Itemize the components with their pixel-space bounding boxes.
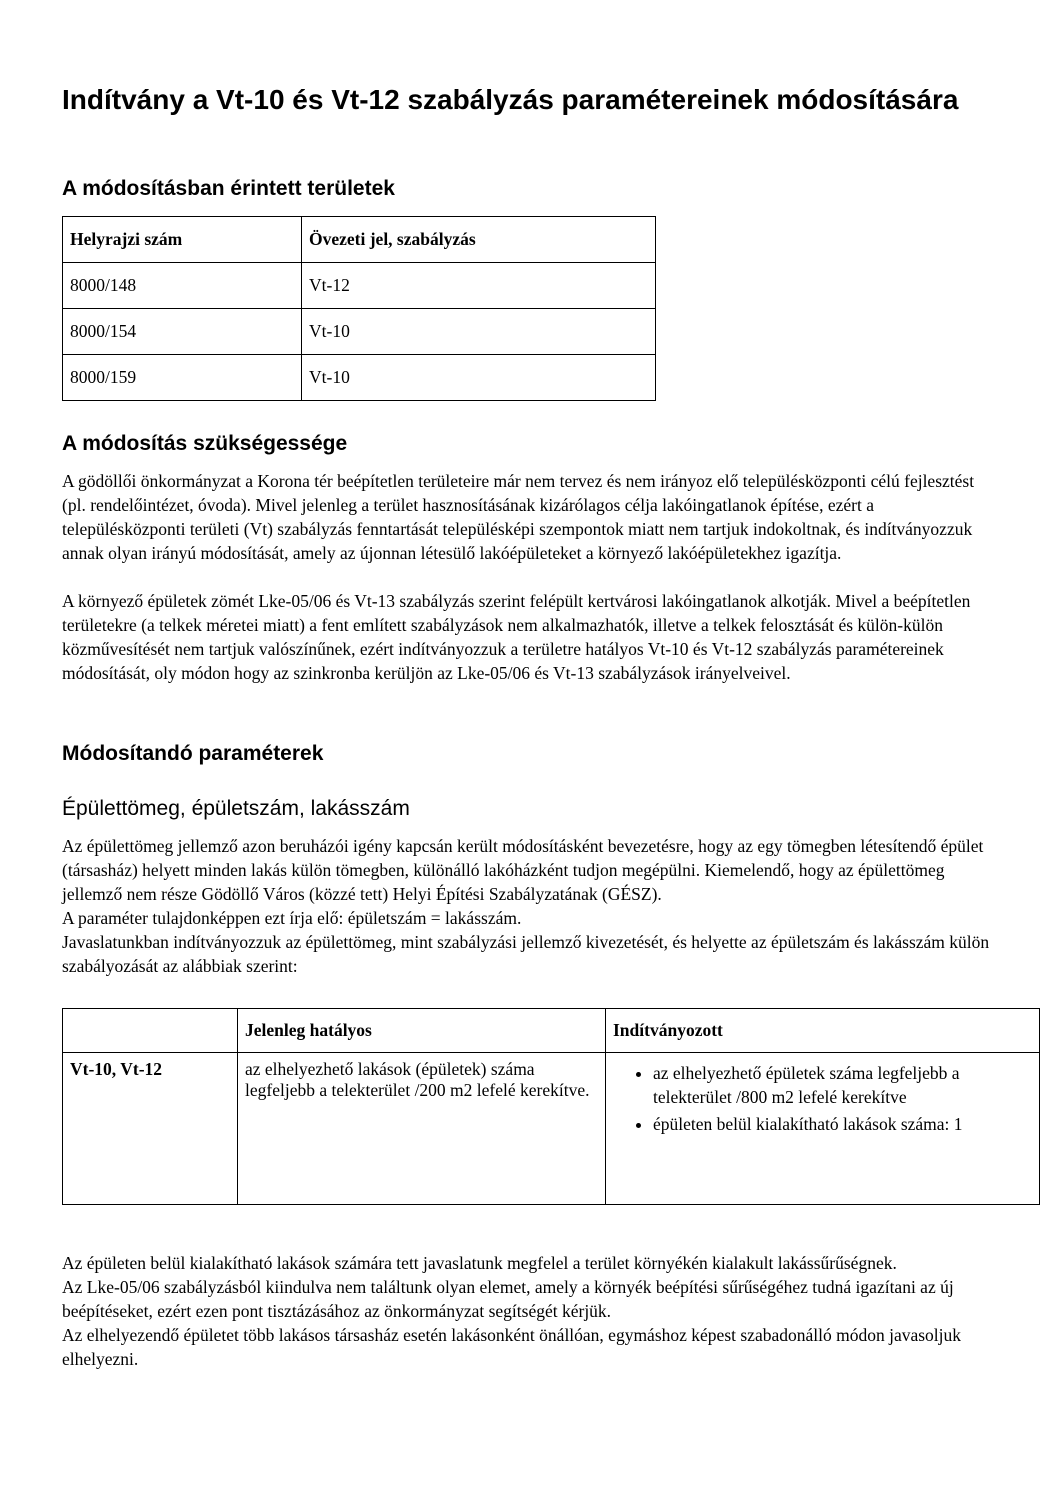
plot-number-cell: 8000/154 (63, 308, 302, 354)
table-row (63, 354, 656, 400)
affected-areas-table (62, 216, 656, 401)
section-heading-necessity: A módosítás szükségessége (62, 431, 348, 455)
plot-number-cell: 8000/148 (63, 262, 302, 308)
document-title: Indítvány a Vt-10 és Vt-12 szabályzás paramétereinek módosítására (62, 84, 959, 115)
zone-cell: Vt-10 (302, 354, 656, 400)
table-row (63, 1053, 1040, 1205)
section-heading-affected-areas: A módosításban érintett területek (62, 177, 395, 201)
zone-header: Övezeti jel, szabályzás (302, 216, 656, 262)
parameters-paragraph-block (62, 834, 994, 978)
current-regulation-header: Jelenleg hatályos (238, 1009, 606, 1053)
zone-cell: Vt-12 (302, 262, 656, 308)
table-header-row (63, 1009, 1040, 1053)
current-regulation-cell: az elhelyezhető lakások (épületek) száma legfeljebb a telekterület /200 m2 lefelé kerekítve. (238, 1053, 606, 1205)
zone-cell: Vt-10 (302, 308, 656, 354)
parameters-line-2: A paraméter tulajdonképpen ezt írja elő: épületszám = lakásszám. (62, 908, 522, 929)
proposed-item: • épületen belül kialakítható lakások száma: 1 (653, 1112, 1032, 1136)
section-heading-parameters: Módosítandó paraméterek (62, 741, 324, 765)
closing-line-2: Az Lke-05/06 szabályzásból kiindulva nem találtunk olyan elemet, amely a környék beépítési sűrűségéhez tudná igazítani az új beépítéseket, ezért ezen pont tisztázásához az önkormányzat segítségét kérjük. (62, 1277, 954, 1322)
zone-label-cell: Vt-10, Vt-12 (63, 1053, 238, 1205)
subsection-heading-building-mass: Épülettömeg, épületszám, lakásszám (62, 796, 410, 820)
plot-number-header: Helyrajzi szám (63, 216, 302, 262)
table-header-row (63, 216, 656, 262)
closing-paragraph-block (62, 1251, 994, 1371)
parameters-paragraph-1: Az épülettömeg jellemző azon beruházói igény kapcsán került módosításként bevezetésre, hogy az egy tömegben létesítendő épület (társasház) helyett minden lakás külön tömegben, különálló lakóházként tudjon megépülni. Kiemelendő, hogy az épülettömeg jellemző nem része Gödöllő Város (közzé tett) Helyi Építési Szabályzatának (GÉSZ). (62, 836, 984, 905)
parameters-line-3: Javaslatunkban indítványozzuk az épülettömeg, mint szabályzási jellemző kivezetését, és helyette az épületszám és lakásszám külön szabályozását az alábbiak szerint: (62, 932, 990, 977)
proposed-items-list (613, 1061, 1032, 1136)
proposed-regulation-header: Indítványozott (606, 1009, 1040, 1053)
closing-line-1: Az épületen belül kialakítható lakások számára tett javaslatunk megfelel a terület környékén kialakult lakássűrűségnek. (62, 1253, 897, 1274)
necessity-paragraph-2: A környező épületek zömét Lke-05/06 és Vt-13 szabályzás szerint felépült kertvárosi lakóingatlanok alkotják. Mivel a beépítetlen területekre (a telkek méretei miatt) a fent említett szabályzások nem alkalmazhatók, illetve a telkek felosztását és külön-külön közművesítését nem tartjuk valószínűnek, ezért indítványozzuk a területre hatályos Vt-10 és Vt-12 szabályzás paramétereinek módosítását, oly módon hogy az szinkronba kerüljön az Lke-05/06 és Vt-13 szabályzások irányelveivel. (62, 590, 971, 683)
closing-line-3: Az elhelyezendő épületet több lakásos társasház esetén lakásonként önállóan, egymáshoz képest szabadonálló módon javasoljuk elhelyezni. (62, 1325, 962, 1370)
proposed-regulation-cell (606, 1053, 1040, 1205)
parameters-comparison-table (62, 1008, 1040, 1205)
empty-header-cell (63, 1009, 238, 1053)
necessity-paragraph-1: A gödöllői önkormányzat a Korona tér beépítetlen területeire már nem tervez és nem irányoz elő településközponti célú fejlesztést (pl. rendelőintézet, óvoda). Mivel jelenleg a terület hasznosításának kizárólagos célja lakóingatlanok építése, ezért a településközponti területi (Vt) szabályzás fenntartását településképi szempontok miatt nem tartjuk indokoltnak, és indítványozzuk annak olyan irányú módosítását, amely az újonnan létesülő lakóépületeket a környező lakóépületekhez igazítja. (62, 470, 975, 563)
table-row (63, 262, 656, 308)
proposed-item: • az elhelyezhető épületek száma legfeljebb a telekterület /800 m2 lefelé kerekítve (653, 1061, 1032, 1109)
table-row (63, 308, 656, 354)
plot-number-cell: 8000/159 (63, 354, 302, 400)
